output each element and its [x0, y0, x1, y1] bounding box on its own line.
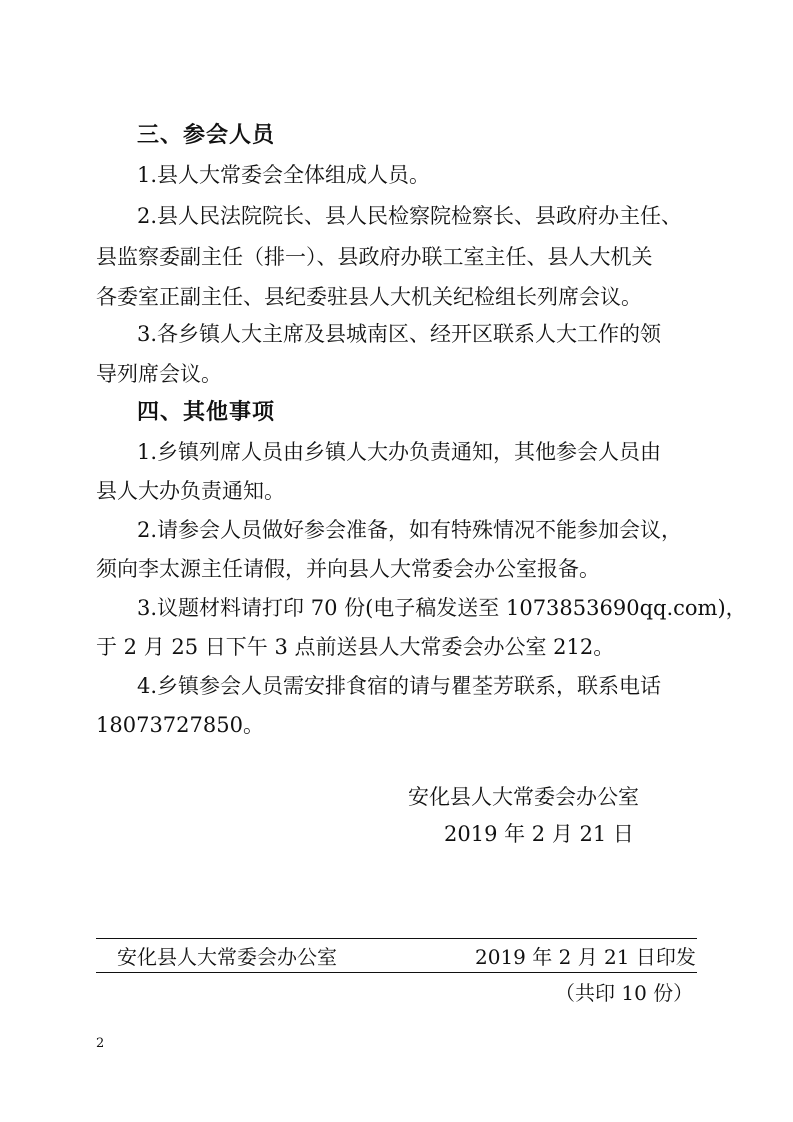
other-item-2-line-1: 2.请参会人员做好参会准备，如有特殊情况不能参加会议，: [137, 518, 683, 542]
other-item-1-line-1: 1.乡镇列席人员由乡镇人大办负责通知，其他参会人员由: [137, 440, 662, 464]
attendees-item-3-line-1: 3.各乡镇人大主席及县城南区、经开区联系人大工作的领: [137, 322, 662, 346]
footer-bottom-rule: [96, 972, 697, 973]
attendees-item-2-line-3: 各委室正副主任、县纪委驻县人大机关纪检组长列席会议。: [96, 285, 642, 309]
attendees-item-2-line-1: 2.县人民法院院长、县人民检察院检察长、县政府办主任、: [137, 204, 683, 228]
signature-office: 安化县人大常委会办公室: [408, 785, 639, 809]
signature-date: 2019 年 2 月 21 日: [444, 822, 634, 846]
attendees-item-3-line-2: 导列席会议。: [96, 362, 222, 386]
other-item-4-line-2: 18073727850。: [96, 713, 264, 737]
other-item-3-line-2: 于 2 月 25 日下午 3 点前送县人大常委会办公室 212。: [96, 635, 615, 659]
other-item-2-line-2: 须向李太源主任请假，并向县人大常委会办公室报备。: [96, 557, 600, 581]
footer-top-rule: [96, 938, 697, 939]
footer-copies: （共印 10 份）: [555, 981, 694, 1005]
other-item-4-line-1: 4.乡镇参会人员需安排食宿的请与瞿荃芳联系，联系电话: [137, 674, 662, 698]
other-item-3-line-1: 3.议题材料请打印 70 份(电子稿发送至 1073853690qq.com)，: [137, 596, 747, 620]
section-heading-attendees: 三、参会人员: [137, 123, 276, 148]
page-number: 2: [96, 1036, 105, 1051]
attendees-item-1: 1.县人大常委会全体组成人员。: [137, 163, 431, 187]
footer-issued-date: 2019 年 2 月 21 日印发: [475, 945, 696, 969]
attendees-item-2-line-2: 县监察委副主任（排一）、县政府办联工室主任、县人大机关: [96, 245, 653, 269]
footer-issuer: 安化县人大常委会办公室: [117, 945, 337, 969]
other-item-1-line-2: 县人大办负责通知。: [96, 479, 285, 503]
section-heading-other: 四、其他事项: [137, 400, 276, 425]
